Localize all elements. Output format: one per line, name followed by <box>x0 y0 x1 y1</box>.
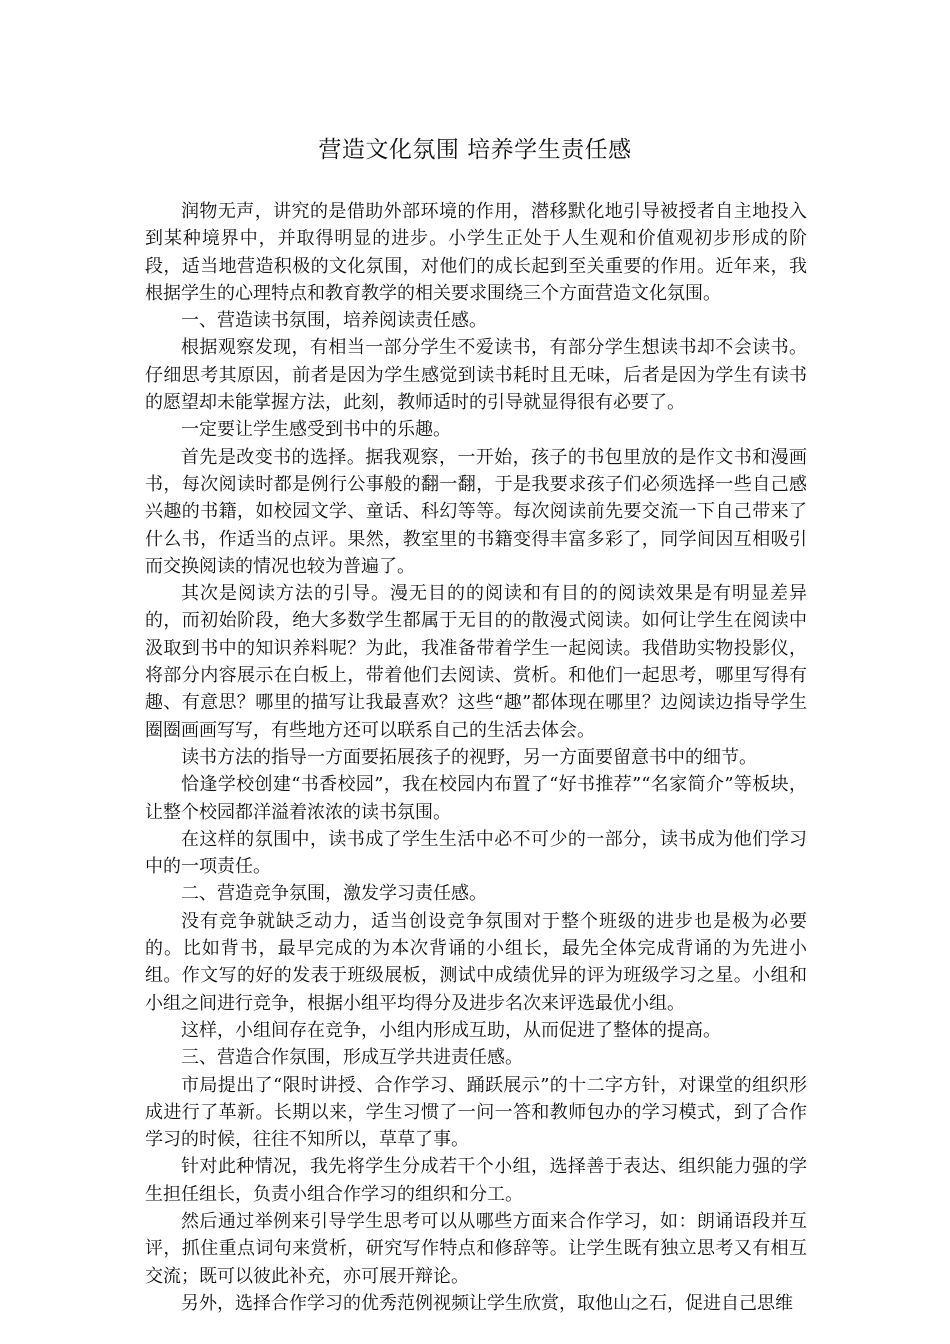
paragraph: 首先是改变书的选择。据我观察，一开始，孩子的书包里放的是作文书和漫画书，每次阅读时都是例行公事般的翻一翻，于是我要求孩子们必须选择一些自己感兴趣的书籍，如校园文学、童话、科幻等等。每次阅读前先要交流一下自己带来了什么书，作适当的点评。果然，教室里的书籍变得丰富多彩了，同学间因互相吸引而交换阅读的情况也较为普遍了。 <box>145 446 807 577</box>
paragraph-intro: 润物无声，讲究的是借助外部环境的作用，潜移默化地引导被授者自主地投入到某种境界中，并取得明显的进步。小学生正处于人生观和价值观初步形成的阶段，适当地营造积极的文化氛围，对他们的成长起到至关重要的作用。近年来，我根据学生的心理特点和教育教学的相关要求围绕三个方面营造文化氛围。 <box>145 201 807 304</box>
paragraph: 针对此种情况，我先将学生分成若干个小组，选择善于表达、组织能力强的学生担任组长，负责小组合作学习的组织和分工。 <box>145 1156 807 1205</box>
paragraph: 另外，选择合作学习的优秀范例视频让学生欣赏，取他山之石，促进自己思维 <box>181 1292 793 1314</box>
paragraph: 在这样的氛围中，读书成了学生生活中必不可少的一部分，读书成为他们学习中的一项责任。 <box>145 828 807 878</box>
paragraph: 一定要让学生感受到书中的乐趣。 <box>181 419 451 441</box>
section-heading-cooperation: 三、营造合作氛围，形成互学共进责任感。 <box>181 1047 523 1069</box>
document-body <box>145 198 807 1317</box>
paragraph: 根据观察发现，有相当一部分学生不爱读书，有部分学生想读书却不会读书。仔细思考其原因，前者是因为学生感觉到读书耗时且无味，后者是因为学生有读书的愿望却未能掌握方法，此刻，教师适时的引导就显得很有必要了。 <box>145 337 807 414</box>
paragraph: 其次是阅读方法的引导。漫无目的的阅读和有目的的阅读效果是有明显差异的，而初始阶段，绝大多数学生都属于无目的的散漫式阅读。如何让学生在阅读中汲取到书中的知识养料呢？为此，我准备带着学生一起阅读。我借助实物投影仪，将部分内容展示在白板上，带着他们去阅读、赏析。和他们一起思考，哪里写得有趣、有意思？哪里的描写让我最喜欢？这些“趣”都体现在哪里？边阅读边指导学生圈圈画画写写，有些地方还可以联系自己的生活去体会。 <box>145 583 807 741</box>
paragraph: 读书方法的指导一方面要拓展孩子的视野，另一方面要留意书中的细节。 <box>181 746 757 768</box>
paragraph: 没有竞争就缺乏动力，适当创设竞争氛围对于整个班级的进步也是极为必要的。比如背书，最早完成的为本次背诵的小组长，最先全体完成背诵的为先进小组。作文写的好的发表于班级展板，测试中成绩优异的评为班级学习之星。小组和小组之间进行竞争，根据小组平均得分及进步名次来评选最优小组。 <box>145 910 807 1014</box>
paragraph: 这样，小组间存在竞争，小组内形成互助，从而促进了整体的提高。 <box>181 1019 721 1041</box>
paragraph: 恰逢学校创建“书香校园”，我在校园内布置了“好书推荐”“名家简介”等板块，让整个校园都洋溢着浓浓的读书氛围。 <box>145 774 807 823</box>
document-title: 营造文化氛围 培养学生责任感 <box>318 137 632 163</box>
paragraph: 市局提出了“限时讲授、合作学习、踊跃展示”的十二字方针，对课堂的组织形成进行了革新。长期以来，学生习惯了一问一答和教师包办的学习模式，到了合作学习的时候，往往不知所以，草草了事。 <box>145 1074 807 1151</box>
section-heading-reading: 一、营造读书氛围，培养阅读责任感。 <box>181 310 487 332</box>
paragraph: 然后通过举例来引导学生思考可以从哪些方面来合作学习，如：朗诵语段并互评，抓住重点词句来赏析，研究写作特点和修辞等。让学生既有独立思考又有相互交流；既可以彼此补充，亦可展开辩论。 <box>145 1210 807 1287</box>
section-heading-competition: 二、营造竞争氛围，激发学习责任感。 <box>181 883 487 905</box>
